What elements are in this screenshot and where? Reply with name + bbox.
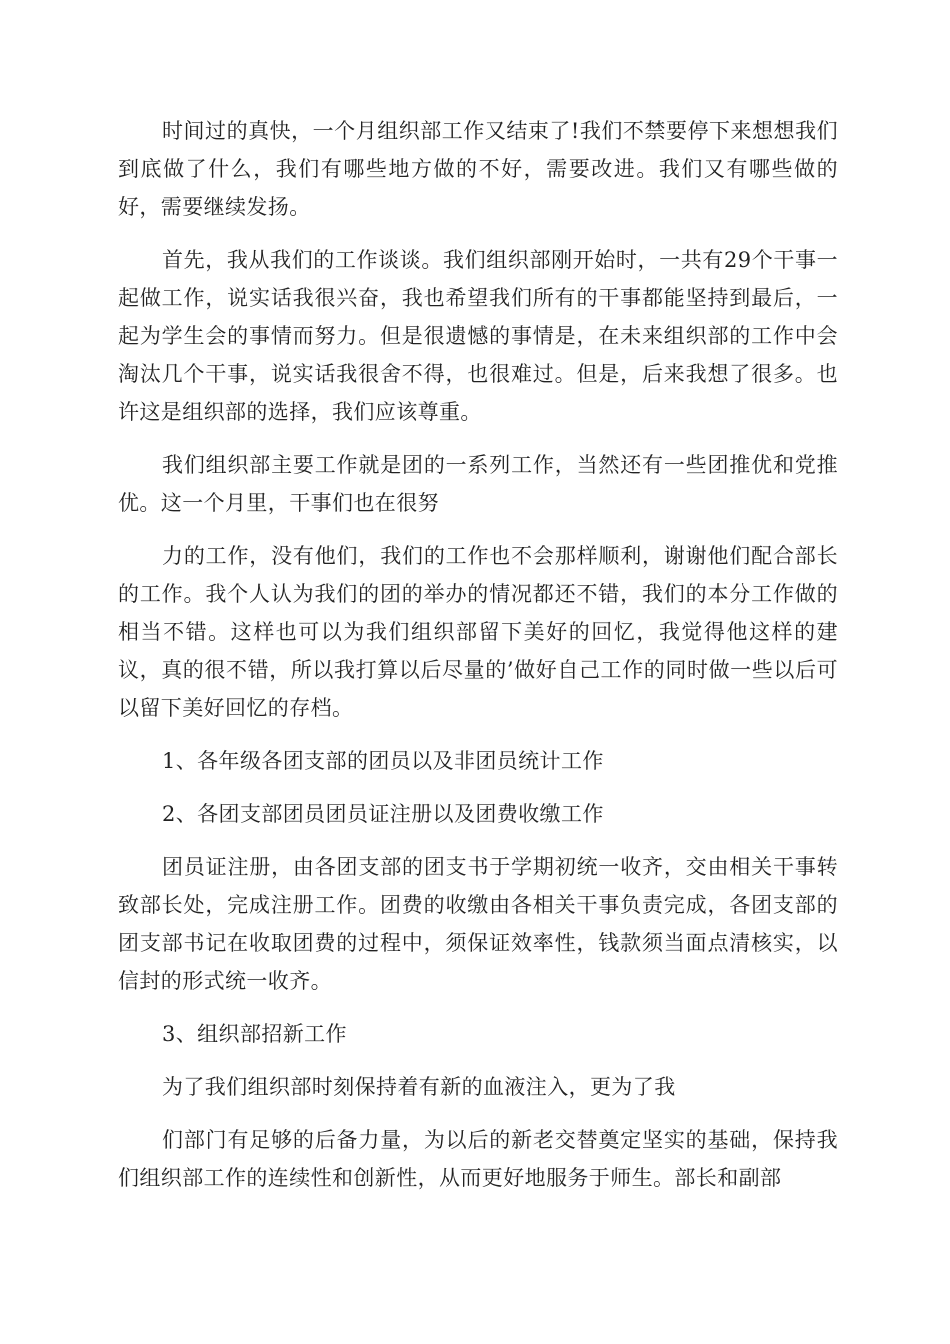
paragraph-main-work-continued: 力的工作，没有他们，我们的工作也不会那样顺利，谢谢他们配合部长的工作。我个人认为我们的团的举办的情况都还不错，我们的本分工作做的相当不错。这样也可以为我们组织部留下美好的回忆，我觉得他这样的建议，真的很不错，所以我打算以后尽量的’做好自己工作的同时做一些以后可以留下美好回忆的存档。	[118, 544, 838, 720]
list-item-1: 1、各年级各团支部的团员以及非团员统计工作	[162, 749, 604, 773]
paragraph-recruitment: 为了我们组织部时刻保持着有新的血液注入，更为了我	[162, 1075, 676, 1099]
document-body	[118, 112, 838, 1212]
paragraph-intro: 时间过的真快，一个月组织部工作又结束了!我们不禁要停下来想想我们到底做了什么，我们有哪些地方做的不好，需要改进。我们又有哪些做的好，需要继续发扬。	[118, 119, 838, 219]
paragraph-first-work-review: 首先，我从我们的工作谈谈。我们组织部刚开始时，一共有29个干事一起做工作，说实话我很兴奋，我也希望我们所有的干事都能坚持到最后，一起为学生会的事情而努力。但是很遗憾的事情是，在未来组织部的工作中会淘汰几个干事，说实话我很舍不得，也很难过。但是，后来我想了很多。也许这是组织部的选择，我们应该尊重。	[118, 248, 838, 424]
paragraph-registration-fees: 团员证注册，由各团支部的团支书于学期初统一收齐，交由相关干事转致部长处，完成注册工作。团费的收缴由各相关干事负责完成，各团支部的团支部书记在收取团费的过程中，须保证效率性，钱款须当面点清核实，以信封的形式统一收齐。	[118, 855, 838, 993]
list-item-3: 3、组织部招新工作	[162, 1022, 347, 1046]
list-item-2: 2、各团支部团员团员证注册以及团费收缴工作	[162, 802, 604, 826]
paragraph-recruitment-continued: 们部门有足够的后备力量，为以后的新老交替奠定坚实的基础，保持我们组织部工作的连续性和创新性，从而更好地服务于师生。部长和副部	[118, 1128, 838, 1190]
paragraph-main-work: 我们组织部主要工作就是团的一系列工作，当然还有一些团推优和党推优。这一个月里，干事们也在很努	[118, 453, 838, 515]
